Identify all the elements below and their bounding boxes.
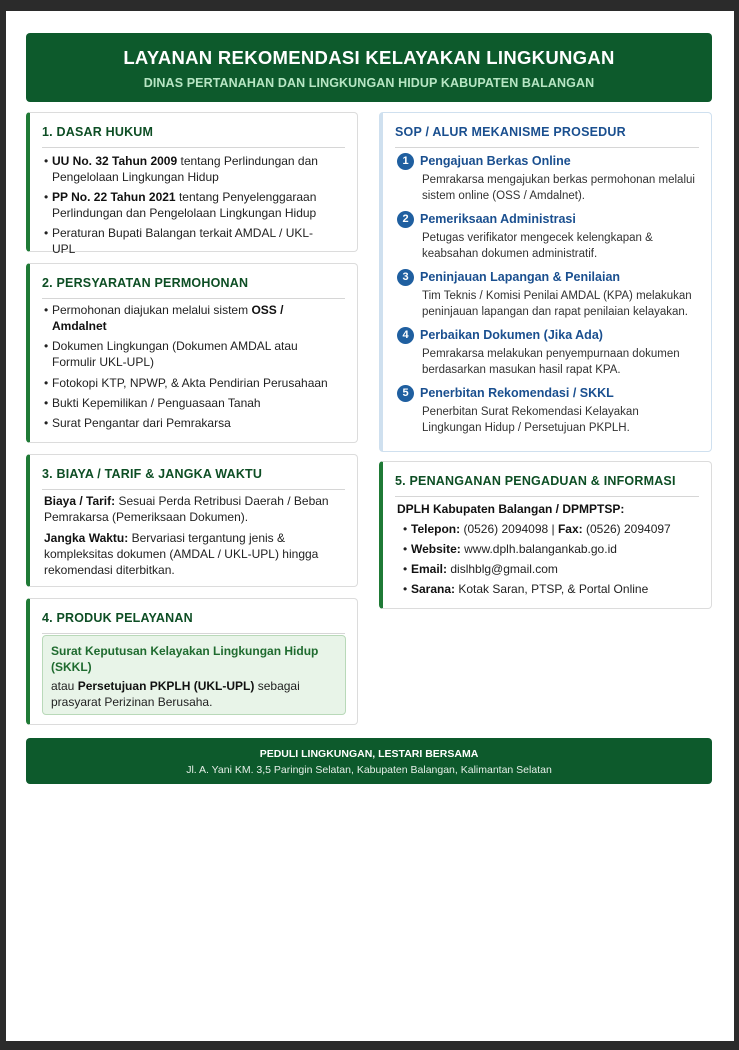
- step-number-badge: 5: [397, 385, 414, 402]
- page-subtitle: DINAS PERTANAHAN DAN LINGKUNGAN HIDUP KABUPATEN BALANGAN: [143, 76, 595, 90]
- footer-slogan: PEDULI LINGKUNGAN, LESTARI BERSAMA: [259, 748, 479, 760]
- dasar-hukum-card: 1. DASAR HUKUM • UU No. 32 Tahun 2009 tentang Perlindungan dan Pengelolaan Lingkungan Hidup • PP No. 22 Tahun 2021 tentang Penyelenggaraan Perlindungan dan Pengelolaan Lingkungan Hidup • Peraturan Bupati Balangan terkait AMDAL / UKL-UPL: [26, 112, 358, 252]
- sop-card: [379, 112, 712, 452]
- step-number-badge: 3: [397, 269, 414, 286]
- biaya-title: 3. BIAYA / TARIF & JANGKA WAKTU: [42, 467, 345, 490]
- page-header: [26, 33, 712, 102]
- step-description: Petugas verifikator mengecek kelengkapan & keabsahan dokumen administratif.: [422, 232, 653, 260]
- step-title: Penerbitan Rekomendasi / SKKL: [420, 386, 614, 400]
- produk-alt: atau Persetujuan PKPLH (UKL-UPL) sebagai prasyarat Perizinan Berusaha.: [51, 679, 300, 709]
- produk-name: Surat Keputusan Kelayakan Lingkungan Hidup (SKKL): [51, 644, 319, 674]
- step-description: Tim Teknis / Komisi Penilai AMDAL (KPA) melakukan peninjauan lapangan dan rapat penilaian kelayakan.: [422, 290, 692, 318]
- document-page: [6, 11, 734, 1041]
- step-description: Pemrakarsa melakukan penyempurnaan dokumen berdasarkan masukan hasil rapat KPA.: [422, 348, 680, 376]
- step-number-badge: 2: [397, 211, 414, 228]
- step-description: Penerbitan Surat Rekomendasi Kelayakan Lingkungan Hidup / Persetujuan PKPLH.: [422, 406, 639, 434]
- step-number-badge: 1: [397, 153, 414, 170]
- pengaduan-org: DPLH Kabupaten Balangan / DPMPTSP:: [397, 502, 625, 516]
- step-number-badge: 4: [397, 327, 414, 344]
- pengaduan-title: 5. PENANGANAN PENGADUAN & INFORMASI: [395, 474, 699, 497]
- step-title: Perbaikan Dokumen (Jika Ada): [420, 328, 603, 342]
- sop-title: SOP / ALUR MEKANISME PROSEDUR: [395, 125, 699, 148]
- persyaratan-title: 2. PERSYARATAN PERMOHONAN: [42, 276, 345, 299]
- step-title: Peninjauan Lapangan & Penilaian: [420, 270, 621, 284]
- produk-title: 4. PRODUK PELAYANAN: [42, 611, 345, 634]
- dasar-hukum-title: 1. DASAR HUKUM: [42, 125, 345, 148]
- jangka-waktu-text: Jangka Waktu: Bervariasi tergantung jenis & kompleksitas dokumen (AMDAL / UKL-UPL) hingga rekomendasi diterbitkan.: [44, 531, 319, 577]
- biaya-card: [26, 454, 358, 587]
- produk-highlight-box: [42, 635, 346, 715]
- step-description: Pemrakarsa mengajukan berkas permohonan melalui sistem online (OSS / Amdalnet).: [422, 174, 695, 202]
- persyaratan-card: 2. PERSYARATAN PERMOHONAN • Permohonan diajukan melalui sistem OSS / Amdalnet • Dokumen Lingkungan (Dokumen AMDAL atau Formulir UKL-UPL) • Fotokopi KTP, NPWP, & Akta Pendirian Perusahaan • Bukti Kepemilikan / Penguasaan Tanah • Surat Pengantar dari Pemrakarsa: [26, 263, 358, 443]
- step-title: Pemeriksaan Administrasi: [420, 212, 576, 226]
- page-footer: [26, 738, 712, 784]
- produk-card: [26, 598, 358, 725]
- biaya-text: Biaya / Tarif: Sesuai Perda Retribusi Daerah / Beban Pemrakarsa (Pemeriksaan Dokumen).: [44, 494, 329, 524]
- step-title: Pengajuan Berkas Online: [420, 154, 571, 168]
- pengaduan-card: 5. PENANGANAN PENGADUAN & INFORMASI DPLH Kabupaten Balangan / DPMPTSP: • Telepon: (0526) 2094098 | Fax: (0526) 2094097 • Website: www.dplh.balangankab.go.id • Email: dislhblg@gmail.com • Sarana: Kotak Saran, PTSP, & Portal Online: [379, 461, 712, 609]
- footer-address: Jl. A. Yani KM. 3,5 Paringin Selatan, Kabupaten Balangan, Kalimantan Selatan: [186, 764, 552, 776]
- page-title: LAYANAN REKOMENDASI KELAYAKAN LINGKUNGAN: [123, 47, 615, 68]
